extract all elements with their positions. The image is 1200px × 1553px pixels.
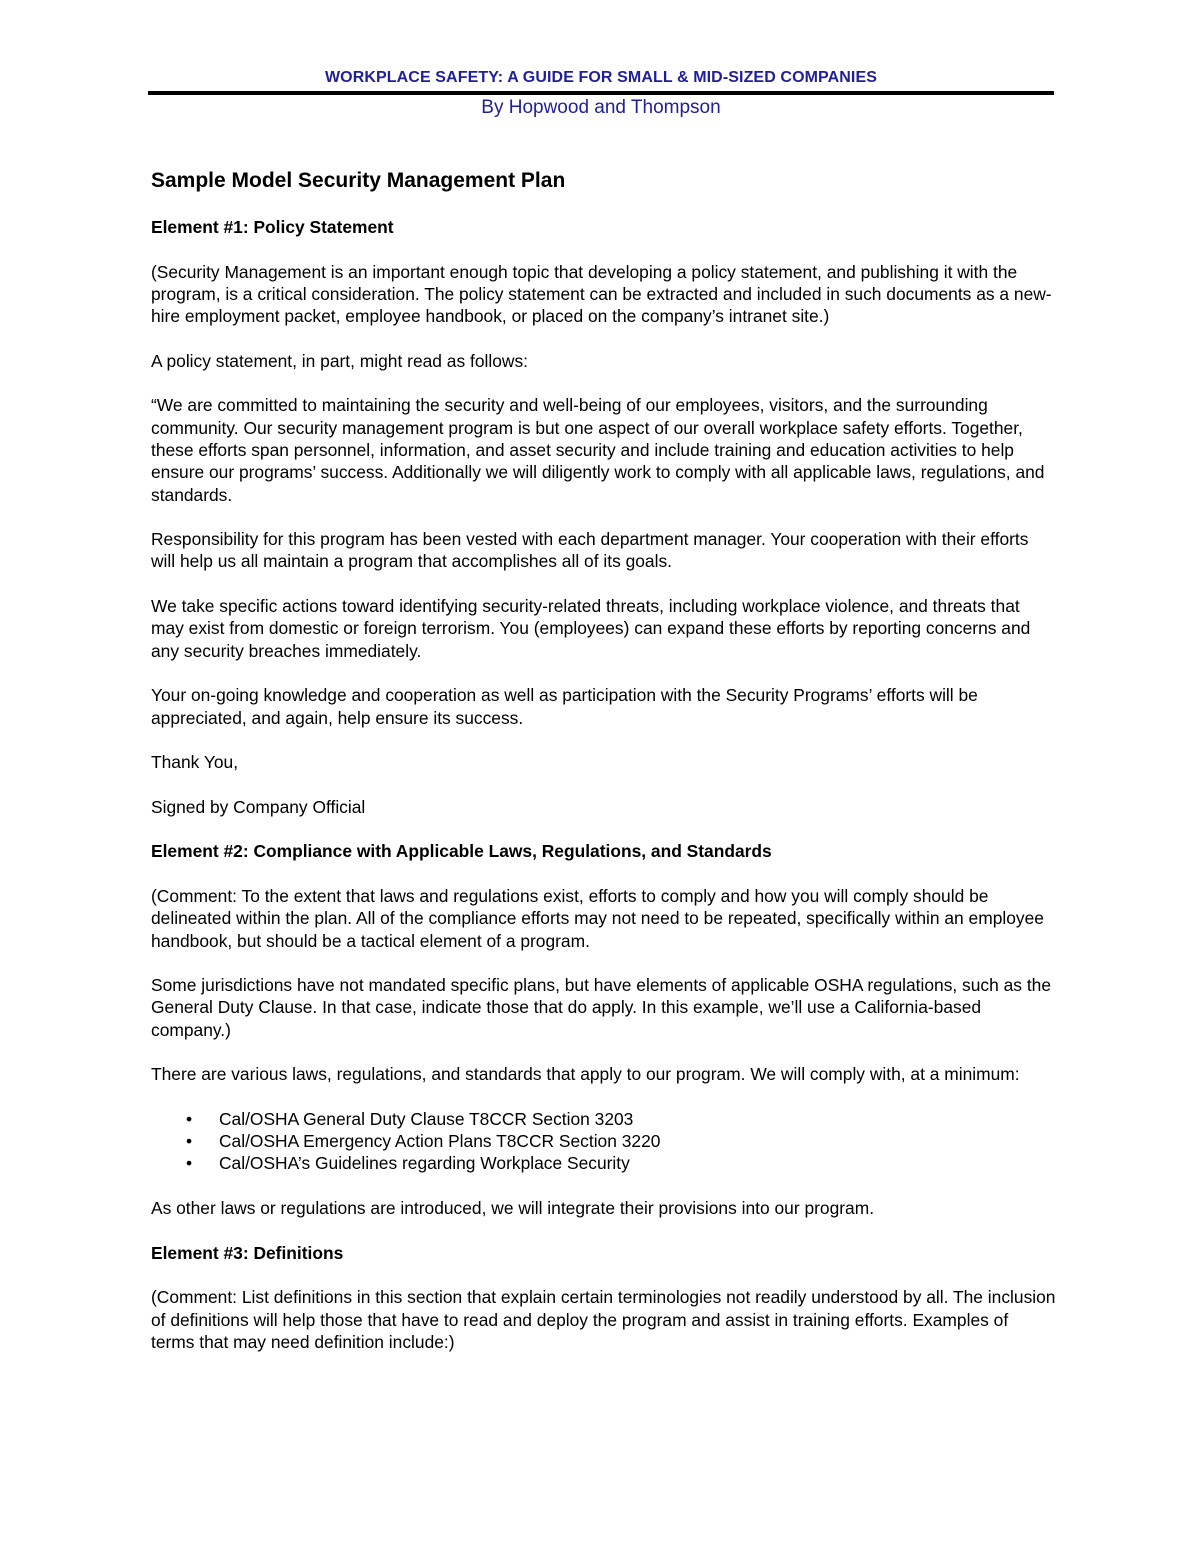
bullet-icon: •: [186, 1153, 193, 1174]
bullet-icon: •: [186, 1131, 193, 1152]
element-1-paragraph: (Security Management is an important enough topic that developing a policy statement, and publishing it with the program, is a critical consideration. The policy statement can be extracted and included in such documents as a new-hire employment packet, employee handbook, or placed on the company’s intranet site.): [151, 261, 1052, 327]
running-header-title: WORKPLACE SAFETY: A GUIDE FOR SMALL & MID-SIZED COMPANIES: [324, 69, 878, 86]
running-header-byline: By Hopwood and Thompson: [481, 97, 721, 118]
compliance-list: [151, 1108, 1056, 1175]
bullet-icon: •: [186, 1108, 193, 1129]
list-item: [151, 1108, 1056, 1130]
signature-line: Signed by Company Official: [151, 796, 366, 817]
element-2-paragraph: (Comment: To the extent that laws and regulations exist, efforts to comply and how you will comply should be delineated within the plan. All of the compliance efforts may not need to be repeated, specifically within an employee handbook, but should be a tactical element of a program.: [151, 885, 1044, 951]
element-1-paragraph: Your on-going knowledge and cooperation as well as participation with the Security Programs’ efforts will be appreciated, and again, help ensure its success.: [151, 685, 978, 728]
list-item: [151, 1130, 1056, 1152]
element-2-paragraph: Some jurisdictions have not mandated specific plans, but have elements of applicable OSHA regulations, such as the General Duty Clause. In that case, indicate those that do apply. In this example, we’ll use a California-based company.): [151, 975, 1051, 1040]
list-item-text: Cal/OSHA Emergency Action Plans T8CCR Section 3220: [219, 1131, 661, 1152]
document-body: [151, 168, 1056, 1375]
element-1-paragraph: Responsibility for this program has been vested with each department manager. Your cooperation with their efforts will help us all maintain a program that accomplishes all of its goals.: [151, 529, 1029, 572]
element-2-paragraph: There are various laws, regulations, and standards that apply to our program. We will comply with, at a minimum:: [151, 1064, 1020, 1085]
element-2-heading: Element #2: Compliance with Applicable Laws, Regulations, and Standards: [151, 841, 772, 862]
element-1-paragraph: “We are committed to maintaining the security and well-being of our employees, visitors, and the surrounding community. Our security management program is but one aspect of our overall workplace safety efforts. Together, these efforts span personnel, information, and asset security and include training and education activities to help ensure our programs’ success. Additionally we will diligently work to comply with all applicable laws, regulations, and standards.: [151, 395, 1045, 505]
element-3-paragraph: (Comment: List definitions in this section that explain certain terminologies not readily understood by all. The inclusion of definitions will help those that have to read and deploy the program and assist in training efforts. Examples of terms that may need definition include:): [151, 1287, 1056, 1352]
list-item-text: Cal/OSHA General Duty Clause T8CCR Section 3203: [219, 1108, 634, 1129]
header-rule: [148, 91, 1054, 95]
closing-salutation: Thank You,: [151, 752, 239, 773]
list-item-text: Cal/OSHA’s Guidelines regarding Workplace Security: [219, 1153, 630, 1174]
element-1-paragraph: A policy statement, in part, might read as follows:: [151, 350, 528, 371]
element-3-heading: Element #3: Definitions: [151, 1242, 344, 1263]
element-1-paragraph: We take specific actions toward identifying security-related threats, including workplace violence, and threats that may exist from domestic or foreign terrorism. You (employees) can expand these efforts by reporting concerns and any security breaches immediately.: [151, 596, 1031, 661]
element-1-heading: Element #1: Policy Statement: [151, 217, 394, 237]
document-title: Sample Model Security Management Plan: [151, 169, 566, 192]
element-2-paragraph: As other laws or regulations are introduced, we will integrate their provisions into our program.: [151, 1198, 875, 1219]
list-item: [151, 1152, 1056, 1174]
